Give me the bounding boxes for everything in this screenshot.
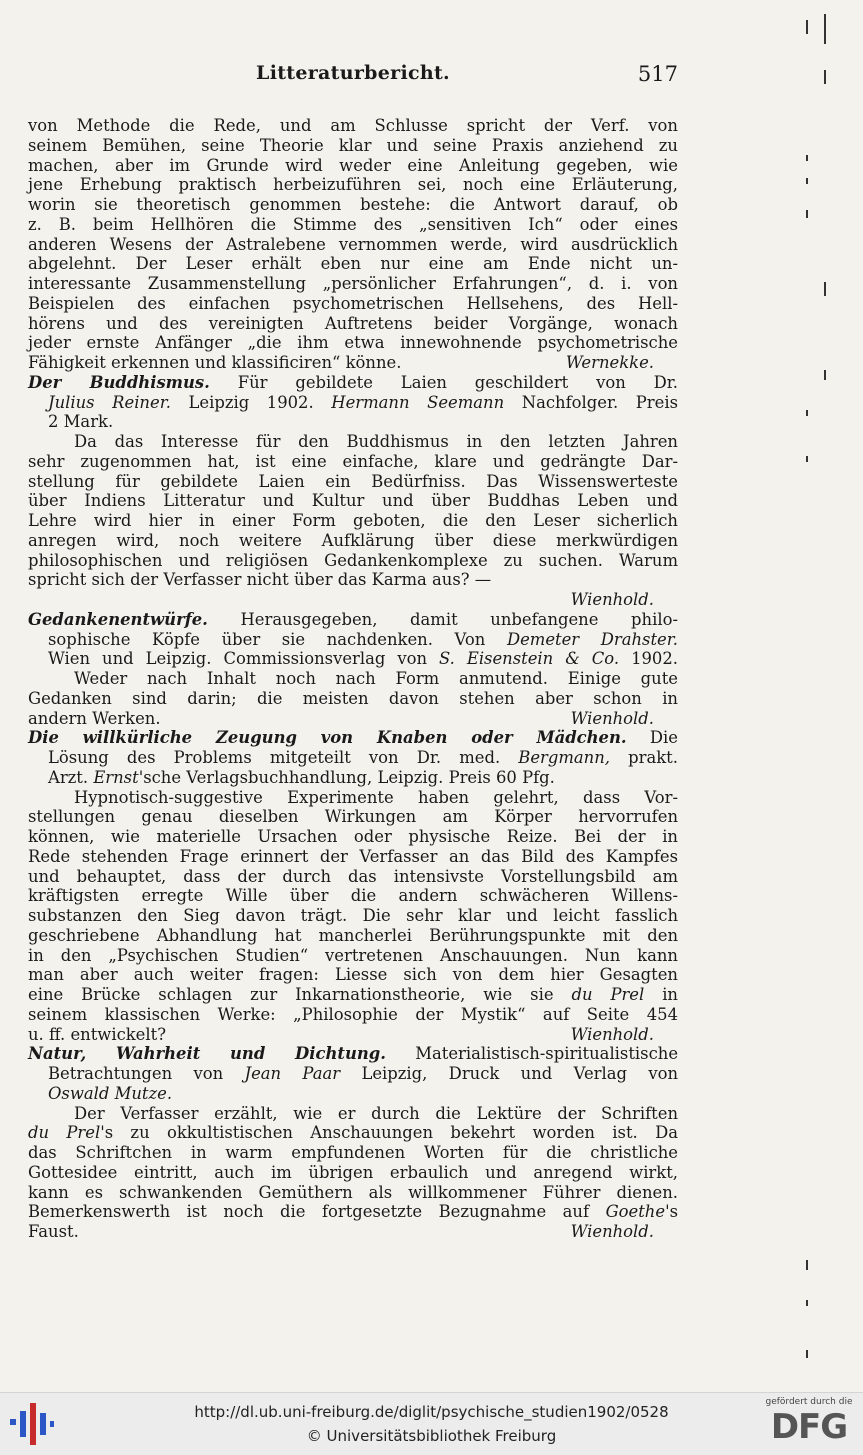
edge-mark xyxy=(824,14,826,44)
entry-heading-line xyxy=(28,373,678,393)
text-line: von Methode die Rede, und am Schlusse spricht der Verf. von xyxy=(28,116,678,135)
edge-mark xyxy=(824,370,826,380)
text-line xyxy=(28,1222,678,1242)
text-line: und behauptet, dass der durch das intensivste Vorstellungsbild am xyxy=(28,866,678,886)
cited-name: du Prel xyxy=(28,1123,101,1143)
dfg-logo xyxy=(761,1397,857,1453)
running-title: Litteraturbericht. xyxy=(256,62,450,84)
dfg-wordmark: DFG xyxy=(770,1407,848,1447)
text-fragment: andern Werken. xyxy=(28,708,161,728)
text-line: spricht sich der Verfasser nicht über das Karma aus? — xyxy=(28,570,492,590)
text-line: über Indiens Litteratur und Kultur und über Buddhas Leben und xyxy=(28,491,678,511)
text-line: substanzen den Sieg davon trägt. Die sehr klar und leicht fasslich xyxy=(28,906,678,925)
entry-author: Bergmann, xyxy=(518,748,611,767)
page-edge-marks xyxy=(800,0,840,1392)
entry-title: Gedankenentwürfe. xyxy=(28,609,208,629)
entry-heading-line xyxy=(28,630,678,650)
entry-title: Die willkürliche Zeugung von Knaben oder Mädchen. xyxy=(28,728,627,748)
reviewer-signature: Wienhold. xyxy=(570,1222,654,1241)
digital-library-logo-icon xyxy=(6,1401,56,1447)
cited-name: du Prel xyxy=(571,985,645,1004)
entry-publisher: Oswald Mutze. xyxy=(48,1083,173,1103)
text-line: Hypnotisch-suggestive Experimente haben gelehrt, dass Vor- xyxy=(74,787,678,807)
entry-title: Natur, Wahrheit und Dichtung. xyxy=(28,1044,386,1064)
entry-publisher: S. Eisenstein & Co. xyxy=(439,649,620,669)
edge-mark xyxy=(806,1300,808,1306)
edge-mark xyxy=(806,1260,808,1270)
text-fragment: Herausgegeben, damit unbefangene philo- xyxy=(240,609,678,629)
entry-publisher: Ernst xyxy=(93,767,139,787)
signature-line xyxy=(28,590,678,610)
text-fragment: 1902. xyxy=(631,649,678,669)
copyright-notice: © Universitätsbibliothek Freiburg xyxy=(306,1427,557,1445)
entry-author: Julius Reiner. xyxy=(48,392,171,412)
edge-mark xyxy=(806,456,808,462)
text-line: man aber auch weiter fragen: Liesse sich von dem hier Gesagten xyxy=(28,965,678,985)
text-column xyxy=(28,116,678,1242)
text-line: jene Erhebung praktisch herbeizuführen sei, noch eine Erläuterung, xyxy=(28,175,678,195)
edge-mark xyxy=(806,1350,808,1358)
text-fragment: in xyxy=(662,985,678,1004)
text-line: Beispielen des einfachen psychometrischen Hellsehens, des Hell- xyxy=(28,293,678,313)
entry-heading-line xyxy=(28,1044,678,1064)
text-line: anregen wird, noch weitere Aufklärung über diese merkwürdigen xyxy=(28,530,678,550)
text-fragment: Leipzig, Druck und Verlag von xyxy=(361,1064,678,1083)
text-line: hörens und des vereinigten Auftretens beider Vorgänge, wonach xyxy=(28,313,678,333)
text-line xyxy=(28,709,678,729)
entry-heading-line xyxy=(28,748,678,768)
text-line: philosophischen und religiösen Gedankenkomplexe zu suchen. Warum xyxy=(28,550,678,570)
text-fragment: Fähigkeit erkennen und klassificiren“ könne. xyxy=(28,353,402,372)
edge-mark xyxy=(806,155,808,161)
text-line: jeder ernste Anfänger „die ihm etwa innewohnende psychometrische xyxy=(28,333,678,353)
text-line: worin sie theoretisch genommen bestehe: die Antwort darauf, ob xyxy=(28,195,678,214)
text-line: seinem Bemühen, seine Theorie klar und seine Praxis anziehend zu xyxy=(28,135,678,155)
text-fragment: Die xyxy=(649,728,678,748)
text-fragment: 's zu okkultistischen Anschauungen bekehrt worden ist. Da xyxy=(100,1123,678,1143)
citation-url[interactable]: http://dl.ub.uni-freiburg.de/diglit/psychische_studien1902/0528 xyxy=(194,1403,669,1421)
edge-mark xyxy=(806,178,808,184)
page-number: 517 xyxy=(637,62,678,86)
text-fragment: Betrachtungen von xyxy=(48,1064,224,1083)
text-line: machen, aber im Grunde wird weder eine Anleitung gegeben, wie xyxy=(28,155,678,175)
text-fragment: Arzt. xyxy=(48,767,89,787)
text-line: abgelehnt. Der Leser erhält eben nur eine am Ende nicht un- xyxy=(28,254,678,274)
text-fragment: eine Brücke schlagen zur Inkarnationstheorie, wie sie xyxy=(28,985,554,1004)
dfg-caption: gefördert durch die xyxy=(765,1397,853,1407)
text-fragment: 's xyxy=(665,1202,678,1222)
text-fragment: Lösung des Problems mitgeteilt von Dr. med. xyxy=(48,748,501,767)
text-line xyxy=(28,1025,678,1045)
text-fragment: Leipzig 1902. xyxy=(188,392,314,412)
text-line: können, wie materielle Ursachen oder physische Reize. Bei der in xyxy=(28,827,678,846)
cited-name: Goethe xyxy=(605,1202,666,1222)
edge-mark xyxy=(806,210,808,218)
text-line: kräftigsten erregte Wille über die andern schwächeren Willens- xyxy=(28,886,678,906)
reviewer-signature: Wienhold. xyxy=(570,1024,654,1044)
text-line: Der Verfasser erzählt, wie er durch die Lektüre der Schriften xyxy=(74,1103,678,1123)
edge-mark xyxy=(806,20,808,34)
text-fragment: Materialistisch-spiritualistische xyxy=(415,1044,679,1064)
text-line: in den „Psychischen Studien“ vertretenen Anschauungen. Nun kann xyxy=(28,945,678,965)
entry-heading-line xyxy=(28,1064,678,1084)
text-fragment: Nachfolger. Preis xyxy=(521,392,678,412)
text-line xyxy=(28,353,678,373)
text-line: Gedanken sind darin; die meisten davon stehen aber schon in xyxy=(28,688,678,708)
text-line: Rede stehenden Frage erinnert der Verfasser an das Bild des Kampfes xyxy=(28,846,678,866)
entry-heading-line xyxy=(28,728,678,748)
entry-heading-line xyxy=(28,610,678,630)
text-fragment: sophische Köpfe über sie nachdenken. Von xyxy=(48,629,486,649)
text-line: Gottesidee eintritt, auch im übrigen erbaulich und anregend wirkt, xyxy=(28,1162,678,1182)
text-line: kann es schwankenden Gemüthern als willkommener Führer dienen. xyxy=(28,1182,678,1202)
entry-heading-line: 2 Mark. xyxy=(48,412,114,432)
reviewer-signature: Wernekke. xyxy=(565,353,654,372)
text-line xyxy=(28,985,678,1005)
text-line: sehr zugenommen hat, ist eine einfache, klare und gedrängte Dar- xyxy=(28,451,678,471)
text-fragment: u. ff. entwickelt? xyxy=(28,1024,166,1044)
viewer-footer xyxy=(0,1392,863,1455)
entry-heading-line xyxy=(28,1084,678,1104)
text-line xyxy=(28,1202,678,1222)
text-line: Lehre wird hier in einer Form geboten, die den Leser sicherlich xyxy=(28,511,678,530)
text-line: seinem klassischen Werke: „Philosophie der Mystik“ auf Seite 454 xyxy=(28,1004,678,1024)
text-line xyxy=(28,1123,678,1143)
text-fragment: prakt. xyxy=(628,748,678,767)
edge-mark xyxy=(824,70,826,84)
entry-publisher: Hermann Seemann xyxy=(331,392,505,412)
running-head xyxy=(28,62,678,90)
entry-author: Jean Paar xyxy=(244,1064,341,1083)
text-fragment: Faust. xyxy=(28,1222,79,1241)
entry-heading-line xyxy=(28,393,678,413)
text-fragment: Wien und Leipzig. Commissionsverlag von xyxy=(48,649,428,669)
text-line: das Schriftchen in warm empfundenen Worten für die christliche xyxy=(28,1143,678,1162)
entry-heading-line xyxy=(28,649,678,669)
reviewer-signature: Wienhold. xyxy=(570,708,654,728)
edge-mark xyxy=(806,410,808,416)
text-fragment: Für gebildete Laien geschildert von Dr. xyxy=(237,372,678,392)
text-line: Weder nach Inhalt noch nach Form anmutend. Einige gute xyxy=(74,669,678,688)
text-line: z. B. beim Hellhören die Stimme des „sensitiven Ich“ oder eines xyxy=(28,214,678,234)
edge-mark xyxy=(824,282,826,296)
entry-heading-line xyxy=(28,768,678,788)
entry-author: Demeter Drahster. xyxy=(506,629,678,649)
text-line: geschriebene Abhandlung hat mancherlei Berührungspunkte mit den xyxy=(28,925,678,945)
text-line: stellung für gebildete Laien ein Bedürfniss. Das Wissenswerteste xyxy=(28,471,678,491)
entry-title: Der Buddhismus. xyxy=(28,372,210,392)
reviewer-signature: Wienhold. xyxy=(570,590,654,609)
text-line: stellungen genau dieselben Wirkungen am Körper hervorrufen xyxy=(28,807,678,827)
text-line: Da das Interesse für den Buddhismus in den letzten Jahren xyxy=(74,432,678,451)
text-line: interessante Zusammenstellung „persönlicher Erfahrungen“, d. i. von xyxy=(28,274,678,293)
text-line: anderen Wesens der Astralebene vernommen werde, wird ausdrücklich xyxy=(28,234,678,254)
text-fragment: 'sche Verlagsbuchhandlung, Leipzig. Preis 60 Pfg. xyxy=(138,767,555,787)
text-fragment: Bemerkenswerth ist noch die fortgesetzte Bezugnahme auf xyxy=(28,1202,590,1222)
